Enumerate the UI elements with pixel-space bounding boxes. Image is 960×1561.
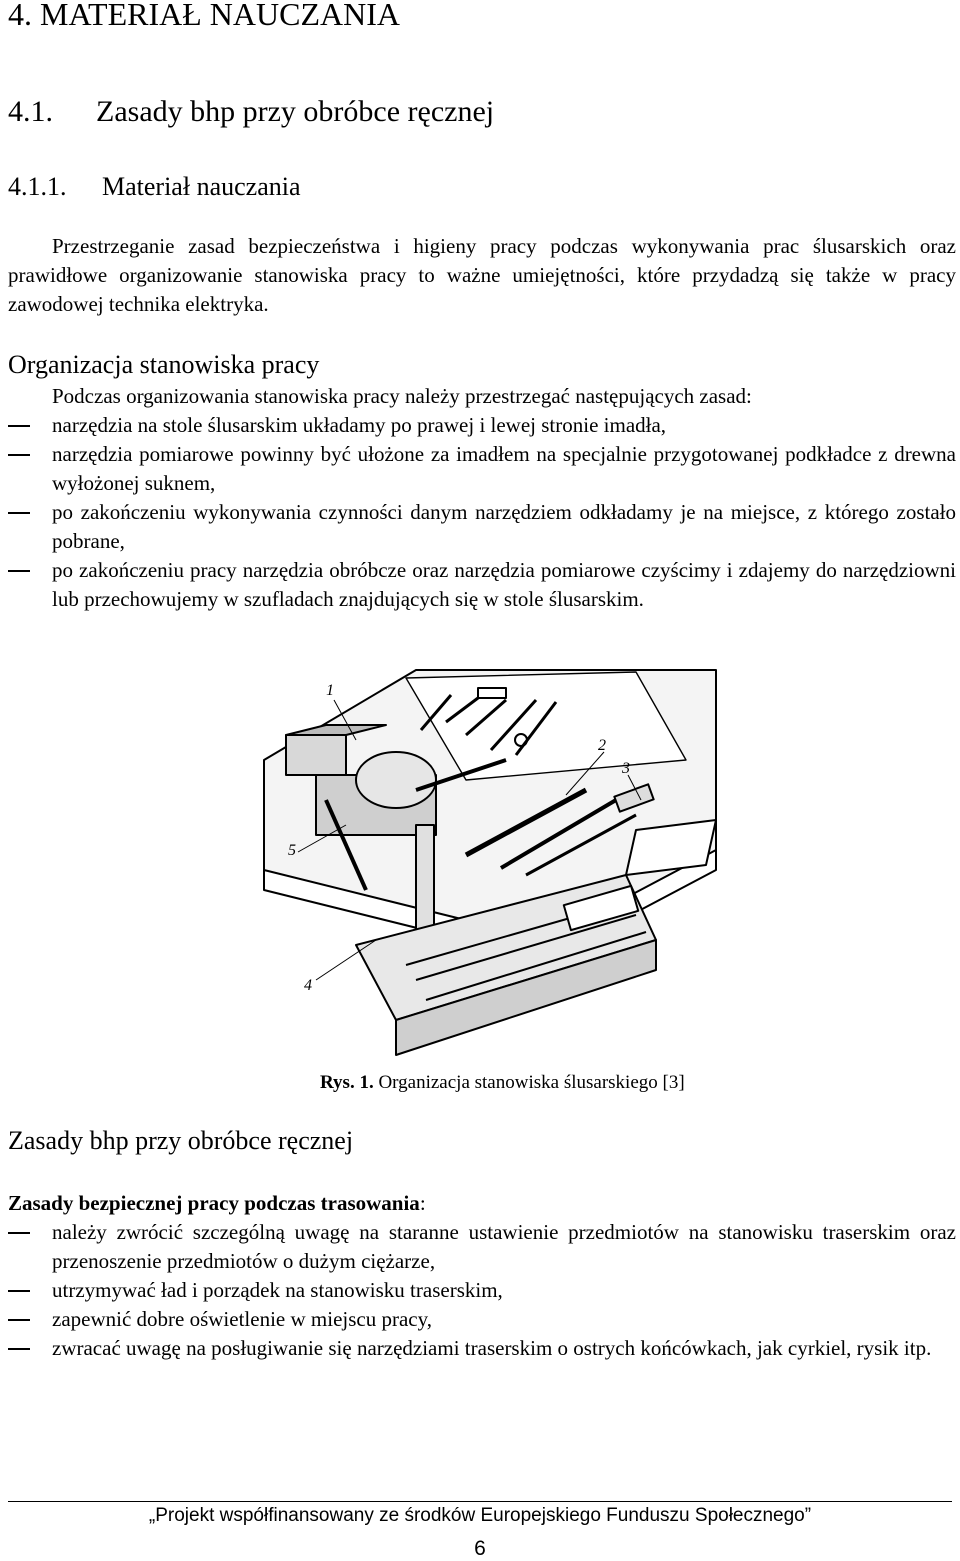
list-item-text: narzędzia pomiarowe powinny być ułożone za imadłem na specjalnie przygotowanej podkładce z drewna wyłożonej suknem, [52,442,956,495]
figure-caption [320,1072,685,1094]
section-number: 4.1. [8,95,53,128]
dash-bullet [8,1290,30,1292]
list-item-text: zwracać uwagę na posługiwanie się narzędziami traserskim o ostrych końcówkach, jak cyrkiel, rysik itp. [52,1336,932,1360]
list-item [8,498,956,556]
safety-subheading [8,1189,426,1218]
figure-label-5: 5 [288,842,296,859]
workstation-list [8,411,956,614]
list-item [8,440,956,498]
figure-label-4: 4 [304,977,312,994]
figure-label-3: 3 [622,760,630,777]
list-item [8,1334,956,1363]
figure-caption-text: Organizacja stanowiska ślusarskiego [3] [373,1072,685,1093]
page-number: 6 [474,1537,486,1560]
dash-bullet [8,1232,30,1234]
subsection-number: 4.1.1. [8,172,67,201]
safety-heading: Zasady bhp przy obróbce ręcznej [8,1126,354,1155]
dash-bullet [8,1319,30,1321]
dash-bullet [8,512,30,514]
list-item-text: narzędzia na stole ślusarskim układamy po prawej i lewej stronie imadła, [52,413,667,437]
footer-divider [8,1501,952,1502]
safety-list [8,1218,956,1363]
list-item-text: po zakończeniu wykonywania czynności danym narzędziem odkładamy je na miejsce, z którego zostało pobrane, [52,500,956,553]
dash-bullet [8,425,30,427]
workstation-illustration [216,640,746,1072]
list-item [8,411,956,440]
figure-label-1: 1 [326,682,334,699]
list-item-text: utrzymywać ład i porządek na stanowisku traserskim, [52,1278,503,1302]
subsection-heading [8,172,301,202]
footer-project-text: „Projekt współfinansowany ze środków Europejskiego Funduszu Społecznego” [148,1505,812,1526]
list-item [8,556,956,614]
dash-bullet [8,454,30,456]
dash-bullet [8,1348,30,1350]
workstation-intro: Podczas organizowania stanowiska pracy należy przestrzegać następujących zasad: [52,384,752,408]
workbench-drawing [216,640,746,1072]
safety-subheading-colon: : [419,1191,426,1215]
list-item [8,1276,956,1305]
list-item-text: należy zwrócić szczególną uwagę na staranne ustawienie przedmiotów na stanowisku traserskim oraz przenoszenie przedmiotów o dużym ciężarze, [52,1220,956,1273]
chapter-title: 4. MATERIAŁ NAUCZANIA [8,0,400,32]
list-item-text: po zakończeniu pracy narzędzia obróbcze oraz narzędzia pomiarowe czyścimy i zdajemy do narzędziowni lub przechowujemy w szufladach znajdujących się w stole ślusarskim. [52,558,956,611]
dash-bullet [8,570,30,572]
list-item-text: zapewnić dobre oświetlenie w miejscu pracy, [52,1307,432,1331]
intro-paragraph-text: Przestrzeganie zasad bezpieczeństwa i higieny pracy podczas wykonywania prac ślusarskich oraz prawidłowe organizowanie stanowiska pracy to ważne umiejętności, które przydadzą się także w pracy zawodowej technika elektryka. [8,234,956,316]
figure-caption-label: Rys. 1. [320,1072,374,1093]
subsection-title: Materiał nauczania [102,172,301,201]
list-item [8,1218,956,1276]
workstation-heading: Organizacja stanowiska pracy [8,350,320,379]
intro-paragraph [8,232,956,319]
safety-subheading-text: Zasady bezpiecznej pracy podczas trasowania [8,1191,420,1215]
section-heading [8,95,494,129]
section-title: Zasady bhp przy obróbce ręcznej [96,95,495,128]
figure-label-2: 2 [598,737,606,754]
list-item [8,1305,956,1334]
